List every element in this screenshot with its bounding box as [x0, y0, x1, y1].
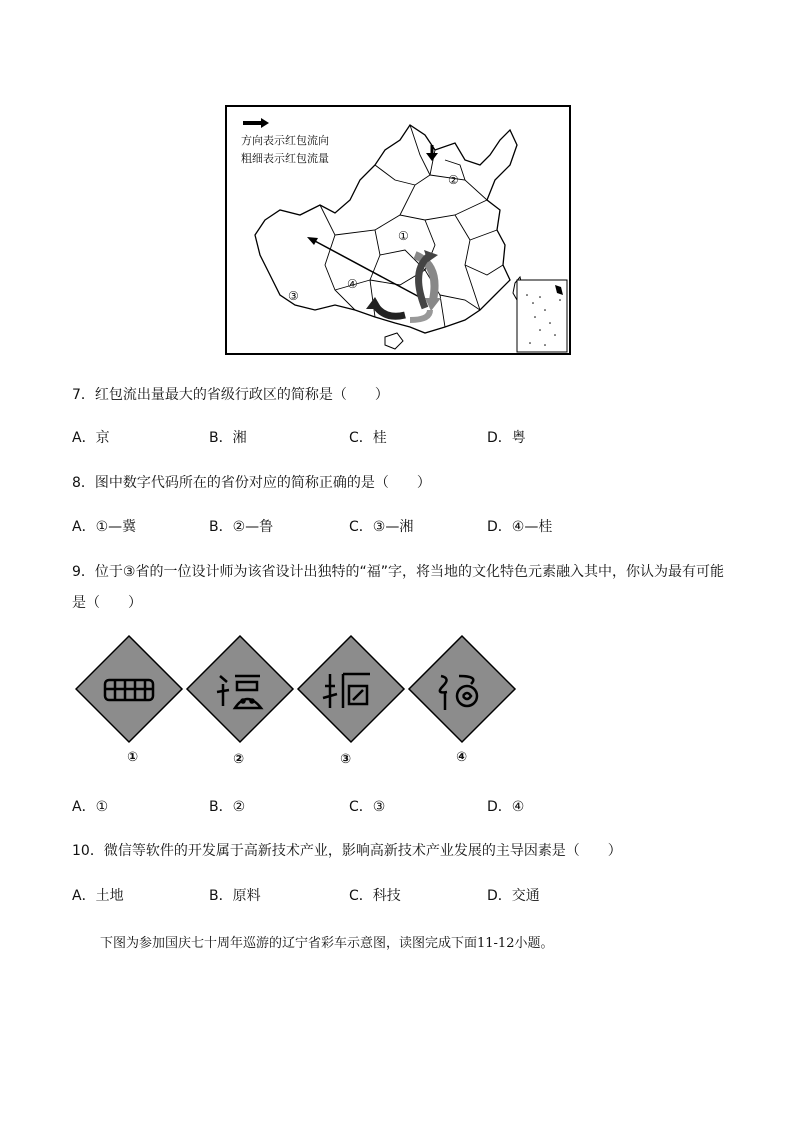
map-legend-thickness: 粗细表示红包流量: [241, 152, 329, 165]
section-intro-text: 下图为参加国庆七十周年巡游的辽宁省彩车示意图，读图完成下面11-12小题。: [100, 936, 554, 951]
question-7-stem: 7．红包流出量最大的省级行政区的简称是（ ）: [72, 387, 389, 403]
question-9-option-b[interactable]: B．②: [209, 799, 246, 815]
fu-designs: [75, 634, 525, 774]
question-8-option-a[interactable]: A．①—冀: [72, 519, 137, 535]
question-9-option-d[interactable]: D．④: [487, 799, 525, 815]
question-9-option-c[interactable]: C．③: [349, 799, 386, 815]
question-10-option-c[interactable]: C．科技: [349, 888, 401, 904]
question-8-option-c[interactable]: C．③—湘: [349, 519, 414, 535]
map-label-4: ④: [347, 277, 358, 291]
question-10-stem: 10．微信等软件的开发属于高新技术产业，影响高新技术产业发展的主导因素是（ ）: [72, 843, 622, 859]
question-9-stem-line1: 9．位于③省的一位设计师为该省设计出独特的“福”字，将当地的文化特色元素融入其中，你认为最有可能: [72, 564, 724, 580]
fu-design-4-icon: [409, 636, 515, 742]
fu-label-3: ③: [340, 752, 352, 767]
map-label-3: ③: [288, 289, 299, 303]
question-7-option-b[interactable]: B．湘: [209, 430, 247, 446]
question-7-option-c[interactable]: C．桂: [349, 430, 387, 446]
fu-design-2-icon: [187, 636, 293, 742]
fu-design-3-icon: [298, 636, 404, 742]
map-figure: [225, 105, 571, 355]
question-10-option-b[interactable]: B．原料: [209, 888, 261, 904]
map-label-1: ①: [398, 229, 409, 243]
question-10-option-d[interactable]: D．交通: [487, 888, 540, 904]
map-label-2: ②: [448, 173, 459, 187]
question-8-option-d[interactable]: D．④—桂: [487, 519, 553, 535]
question-8-stem: 8．图中数字代码所在的省份对应的简称正确的是（ ）: [72, 475, 431, 491]
question-7-option-a[interactable]: A．京: [72, 430, 110, 446]
question-10-option-a[interactable]: A．土地: [72, 888, 124, 904]
question-9-option-a[interactable]: A．①: [72, 799, 109, 815]
fu-label-4: ④: [456, 750, 468, 765]
question-9-stem-line2: 是（ ）: [72, 595, 142, 611]
fu-design-1-icon: [76, 636, 182, 742]
map-legend-direction: 方向表示红包流向: [241, 134, 329, 147]
question-7-option-d[interactable]: D．粤: [487, 430, 526, 446]
question-8-option-b[interactable]: B．②—鲁: [209, 519, 274, 535]
fu-label-1: ①: [127, 750, 139, 765]
fu-label-2: ②: [233, 752, 245, 767]
